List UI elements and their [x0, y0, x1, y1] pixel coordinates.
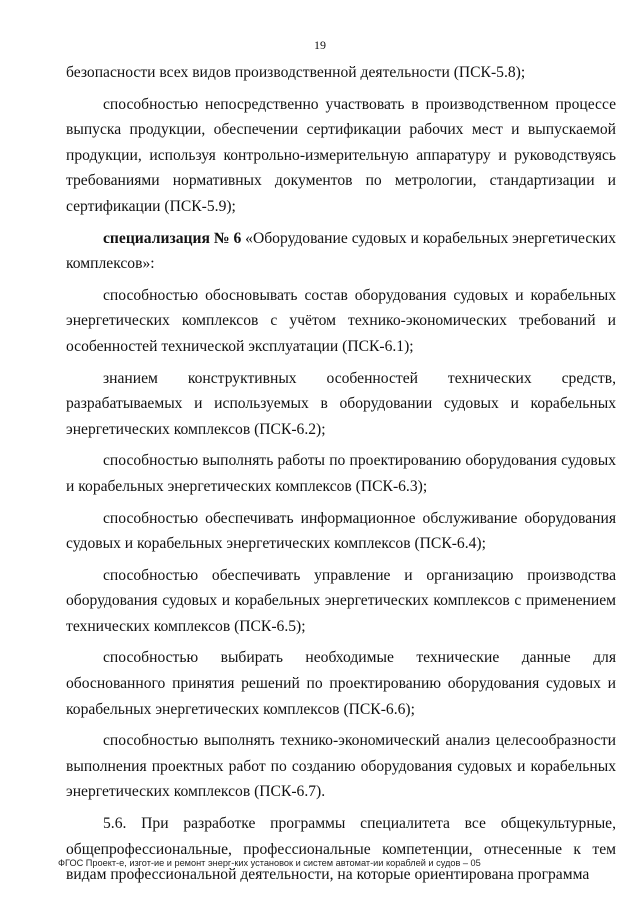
page-footer: ФГОС Проект-е, изгот-ие и ремонт энерг-ких установок и систем автомат-ии кораблей и судов – 05: [58, 858, 481, 868]
specialization-heading: специализация № 6: [103, 229, 242, 247]
paragraph-psk-6-1: способностью обосновывать состав оборудования судовых и корабельных энергетических комплексов с учётом технико-экономических требований и особенностей технической эксплуатации (ПСК-6.1);: [66, 286, 616, 355]
paragraph-psk-5-8-end: безопасности всех видов производственной деятельности (ПСК-5.8);: [66, 64, 526, 81]
paragraph-psk-5-9: способностью непосредственно участвовать в производственном процессе выпуска продукции, обеспечении сертификации рабочих мест и выпускаемой продукции, используя контрольно-измерительную аппаратуру и руководствуясь требованиями нормативных документов по метрологии, стандартизации и сертификации (ПСК-5.9);: [66, 95, 616, 215]
page-number: 19: [314, 38, 326, 52]
paragraph-psk-6-4: способностью обеспечивать информационное обслуживание оборудования судовых и корабельных энергетических комплексов (ПСК-6.4);: [66, 509, 616, 553]
paragraph-section-5-6: 5.6. При разработке программы специалитета все общекультурные, общепрофессиональные, профессиональные компетенции, отнесенные к тем видам профессиональной деятельности, на которые ориентирована программа: [66, 815, 616, 884]
paragraph-psk-6-2: знанием конструктивных особенностей технических средств, разрабатываемых и используемых в оборудовании судовых и корабельных энергетических комплексов (ПСК-6.2);: [66, 369, 616, 438]
paragraph-psk-6-6: способностью выбирать необходимые технические данные для обоснованного принятия решений по проектированию оборудования судовых и корабельных энергетических комплексов (ПСК-6.6);: [66, 649, 616, 718]
paragraph-psk-6-7: способностью выполнять технико-экономический анализ целесообразности выполнения проектных работ по созданию оборудования судовых и корабельных энергетических комплексов (ПСК-6.7).: [66, 732, 616, 801]
document-body: [66, 60, 616, 888]
paragraph-psk-6-5: способностью обеспечивать управление и организацию производства оборудования судовых и корабельных энергетических комплексов с применением технических комплексов (ПСК-6.5);: [66, 566, 616, 635]
specialization-title: «Оборудование судовых и корабельных энергетических комплексов»:: [66, 229, 616, 273]
paragraph-psk-6-3: способностью выполнять работы по проектированию оборудования судовых и корабельных энергетических комплексов (ПСК-6.3);: [66, 452, 616, 495]
paragraph-specialization-6: [66, 226, 616, 277]
